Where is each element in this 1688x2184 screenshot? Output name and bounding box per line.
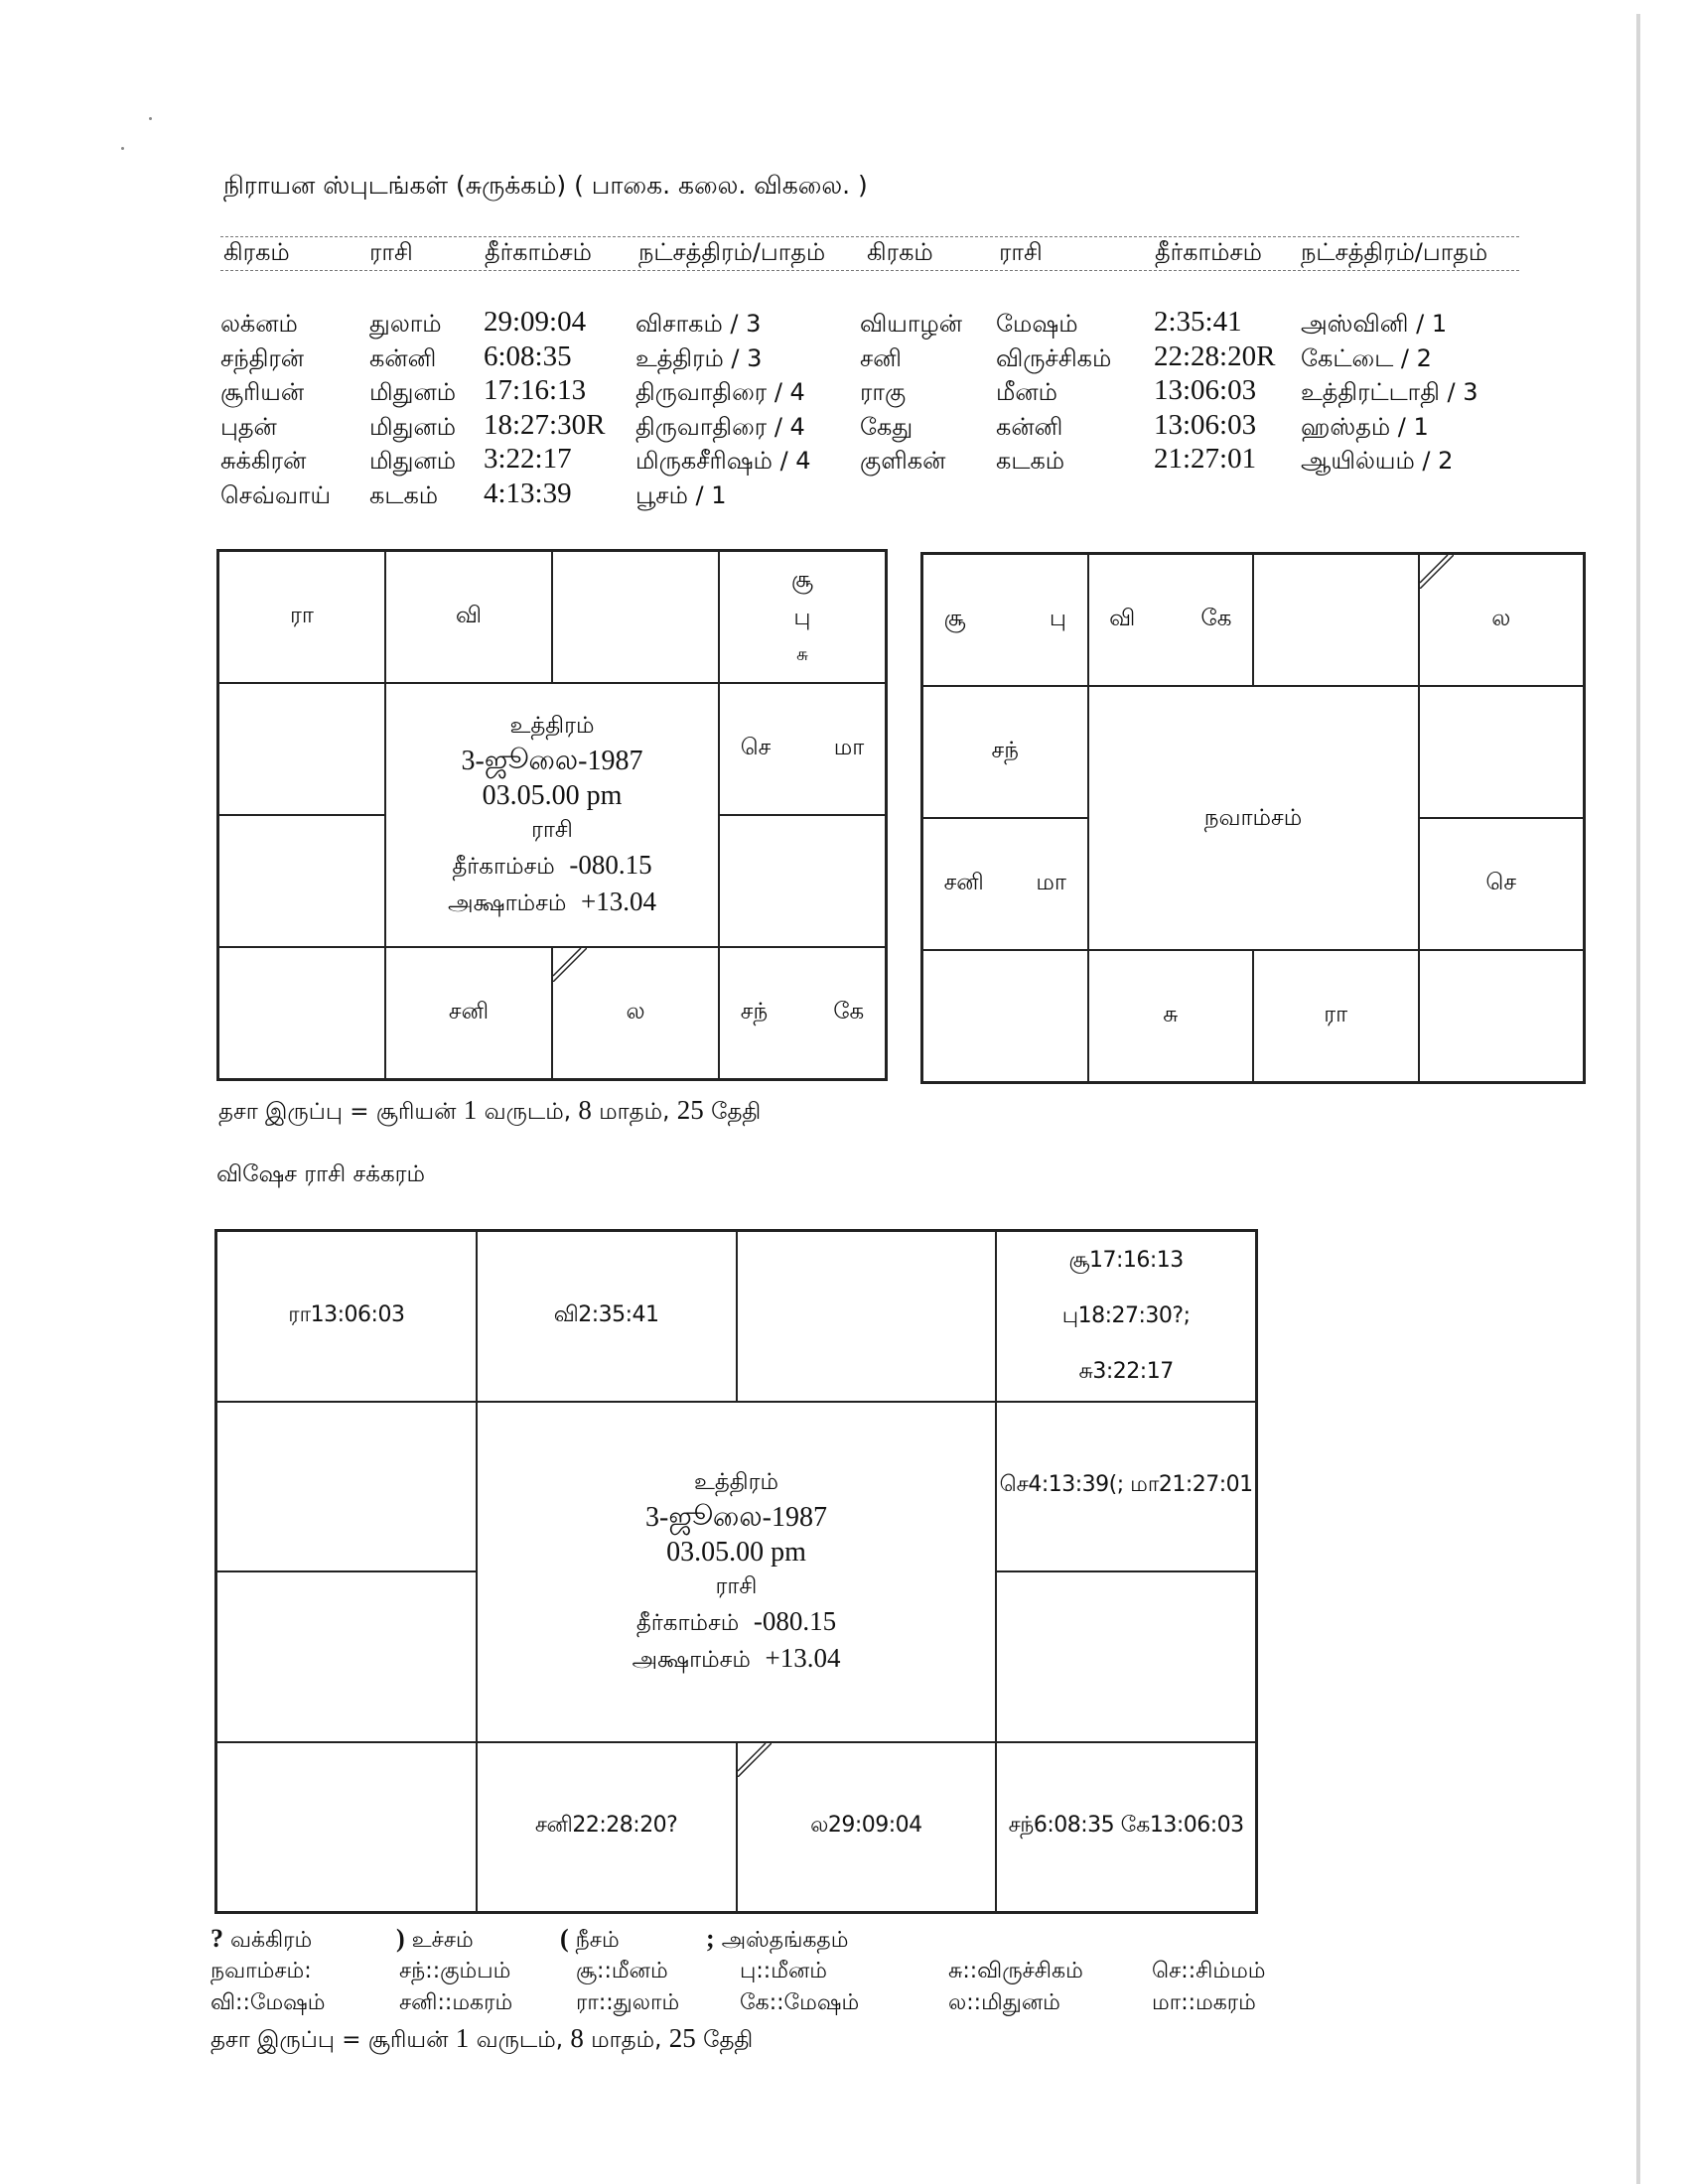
cell-star: உத்திரம் / 3: [635, 343, 763, 372]
lagna-marker-icon: [553, 948, 587, 982]
center-star: உத்திரம்: [509, 713, 595, 739]
house-scorpio: [385, 947, 552, 1079]
cell-longitude: 21:27:01: [1154, 443, 1257, 475]
dasa-planet: சூரியன்: [367, 2027, 449, 2053]
planet-label: ரா13:06:03: [288, 1301, 405, 1327]
planet-label: ல: [626, 999, 645, 1024]
navamsa-entry: சூ::மீனம்: [576, 1959, 668, 1983]
cell-star: விசாகம் / 3: [635, 310, 762, 338]
house-aquarius: [218, 683, 385, 815]
center-longitude: தீர்காம்சம் -080.15: [635, 1606, 837, 1636]
house-cancer: [719, 683, 886, 815]
col-header-longitude: தீர்காம்சம்: [485, 238, 592, 266]
cell-longitude: 22:28:20R: [1154, 340, 1276, 372]
scan-edge: [1636, 14, 1640, 2184]
house-sagittarius: [922, 950, 1088, 1082]
cell-star: திருவாதிரை / 4: [635, 412, 805, 441]
dasa-years-unit: வருடம்,: [476, 2027, 564, 2053]
col-header-planet: கிரகம்: [223, 238, 290, 266]
house-capricorn: [922, 818, 1088, 950]
house-capricorn: [218, 815, 385, 947]
navamsa-chart: [920, 552, 1586, 1084]
cell-star: பூசம் / 1: [635, 480, 727, 509]
cell-planet: புதன்: [220, 412, 277, 441]
planet-label: செ4:13:39(; மா21:27:01: [999, 1472, 1253, 1498]
header-divider-bottom: [220, 270, 1519, 271]
col-header-rasi-2: ராசி: [999, 238, 1043, 266]
dasa-years: 1: [455, 2023, 470, 2053]
col-header-star-2: நட்சத்திரம்/பாதம்: [1301, 238, 1488, 266]
header-divider-top: [220, 236, 1519, 237]
center-chart-label: ராசி: [715, 1573, 758, 1599]
planet-label: கே: [1200, 606, 1232, 631]
cell-longitude: 29:09:04: [484, 306, 587, 338]
center-date: 3-ஜூலை-1987: [461, 746, 643, 776]
house-virgo: [996, 1742, 1256, 1913]
center-longitude: தீர்காம்சம் -080.15: [452, 850, 652, 880]
center-latitude: அக்ஷாம்சம் +13.04: [448, 887, 656, 916]
center-star: உத்திரம்: [693, 1469, 779, 1495]
center-date: 3-ஜூலை-1987: [645, 1502, 827, 1533]
house-taurus: [1253, 554, 1419, 686]
cell-longitude: 4:13:39: [484, 477, 572, 509]
planet-label: பு: [793, 604, 811, 630]
chart-center: [385, 683, 719, 947]
navamsa-entry: ல::மிதுனம்: [948, 1990, 1060, 2015]
house-leo: [1419, 818, 1585, 950]
cell-longitude: 13:06:03: [1154, 374, 1257, 406]
cell-longitude: 3:22:17: [484, 443, 572, 475]
col-header-rasi: ராசி: [369, 238, 413, 266]
house-leo: [996, 1571, 1256, 1742]
planet-label: ரா: [1324, 1002, 1348, 1027]
cell-star: ஹஸ்தம் / 1: [1301, 412, 1429, 441]
lagna-marker-icon: [738, 1743, 772, 1777]
cell-planet: சூரியன்: [220, 378, 305, 406]
chart-center: [477, 1402, 997, 1742]
house-gemini: [1419, 554, 1585, 686]
lagna-marker-icon: [1420, 555, 1454, 589]
cell-longitude: 2:35:41: [1154, 306, 1242, 338]
dasa-days: 25: [668, 2023, 696, 2053]
planet-label: சு: [1163, 1002, 1179, 1027]
house-aquarius: [922, 686, 1088, 818]
planet-label: சு: [796, 643, 808, 665]
dasa-label: தசா இருப்பு =: [211, 2027, 361, 2053]
house-virgo: [1419, 950, 1585, 1082]
cell-planet: செவ்வாய்: [220, 480, 332, 509]
planet-label: சூ: [943, 606, 966, 631]
house-scorpio: [477, 1742, 737, 1913]
cell-rasi: மிதுனம்: [369, 378, 457, 406]
vishesha-chart: [214, 1229, 1258, 1914]
planet-label: பு: [1049, 606, 1066, 631]
center-chart-label: ராசி: [531, 817, 573, 843]
legend-debilitated: ( நீசம்: [560, 1924, 620, 1953]
planet-label: மா: [833, 735, 865, 760]
cell-rasi: மீனம்: [996, 378, 1057, 406]
cell-longitude: 17:16:13: [484, 374, 587, 406]
cell-longitude: 18:27:30R: [484, 408, 606, 441]
planet-label: சூ: [790, 566, 813, 593]
dasa-balance-footer: [211, 2023, 753, 2056]
planet-label: சந்6:08:35 கே13:06:03: [1008, 1813, 1244, 1839]
cell-star: கேட்டை / 2: [1301, 343, 1432, 372]
planet-label: சூ17:16:13: [1068, 1247, 1184, 1273]
cell-rasi: துலாம்: [369, 310, 442, 338]
cell-star: மிருகசீரிஷம் / 4: [635, 447, 811, 475]
dasa-balance: [218, 1095, 761, 1128]
house-libra: [1253, 950, 1419, 1082]
cell-rasi: கன்னி: [996, 412, 1063, 441]
planet-label: வி: [1109, 606, 1136, 631]
col-header-planet-2: கிரகம்: [867, 238, 933, 266]
house-sagittarius: [218, 947, 385, 1079]
house-taurus: [552, 551, 719, 683]
navamsa-entry: சனி::மகரம்: [399, 1990, 513, 2015]
house-pisces: [922, 554, 1088, 686]
planet-label: சனி: [943, 870, 984, 895]
center-chart-label: நவாம்சம்: [1203, 804, 1303, 831]
legend-combust: ; அஸ்தங்கதம்: [706, 1924, 849, 1953]
house-gemini: [719, 551, 886, 683]
planet-label: சு3:22:17: [1078, 1358, 1174, 1384]
navamsa-entry: சு::விருச்சிகம்: [948, 1959, 1083, 1983]
cell-planet: ராகு: [860, 378, 907, 406]
navamsa-entry: கே::மேஷம்: [740, 1990, 860, 2015]
navamsa-entry: சந்::கும்பம்: [399, 1959, 511, 1983]
planet-label: ரா: [290, 603, 314, 628]
cell-rasi: கடகம்: [369, 480, 439, 509]
page-title: நிராயன ஸ்புடங்கள் (சுருக்கம்) ( பாகை. கலை. விகலை. ): [223, 171, 868, 200]
cell-planet: சந்திரன்: [220, 343, 305, 372]
navamsa-entry: பு::மீனம்: [740, 1959, 827, 1983]
house-gemini: [996, 1231, 1256, 1402]
house-taurus: [737, 1231, 997, 1402]
center-time: 03.05.00 pm: [482, 780, 623, 811]
cell-longitude: 6:08:35: [484, 340, 572, 372]
cell-rasi: கன்னி: [369, 343, 437, 372]
house-cancer: [1419, 686, 1585, 818]
cell-planet: சுக்கிரன்: [220, 447, 307, 475]
house-aries: [385, 551, 552, 683]
house-libra: [737, 1742, 997, 1913]
planet-label: சந்: [991, 738, 1019, 763]
cell-star: அஸ்வினி / 1: [1301, 310, 1448, 338]
scan-speck: [149, 117, 152, 120]
house-virgo: [719, 947, 886, 1079]
house-aries: [477, 1231, 737, 1402]
dasa-months: 8: [578, 1095, 592, 1125]
cell-star: உத்திரட்டாதி / 3: [1301, 378, 1478, 406]
navamsa-entry: மா::மகரம்: [1152, 1990, 1256, 2015]
planet-label: சந்: [740, 999, 769, 1024]
house-cancer: [996, 1402, 1256, 1572]
dasa-days-unit: தேதி: [703, 2027, 754, 2053]
planet-label: சனி22:28:20?: [534, 1813, 678, 1839]
house-aries: [1088, 554, 1254, 686]
dasa-years: 1: [463, 1095, 478, 1125]
dasa-planet: சூரியன்: [375, 1099, 457, 1125]
col-header-star: நட்சத்திரம்/பாதம்: [638, 238, 826, 266]
dasa-label: தசா இருப்பு =: [218, 1099, 369, 1125]
planet-label: ல: [1491, 606, 1511, 631]
planet-label: செ: [740, 735, 772, 760]
cell-planet: கேது: [860, 412, 914, 441]
navamsa-label: நவாம்சம்:: [211, 1959, 312, 1983]
cell-rasi: மிதுனம்: [369, 447, 457, 475]
house-libra: [552, 947, 719, 1079]
house-pisces: [218, 551, 385, 683]
cell-rasi: மிதுனம்: [369, 412, 457, 441]
planet-label: கே: [833, 999, 865, 1024]
rasi-chart: [216, 549, 888, 1081]
center-time: 03.05.00 pm: [666, 1537, 806, 1568]
cell-planet: லக்னம்: [220, 310, 298, 338]
house-capricorn: [216, 1571, 477, 1742]
cell-planet: சனி: [860, 343, 902, 372]
cell-rasi: கடகம்: [996, 447, 1065, 475]
cell-star: ஆயில்யம் / 2: [1301, 447, 1454, 475]
cell-star: திருவாதிரை / 4: [635, 378, 805, 406]
dasa-years-unit: வருடம்,: [484, 1099, 572, 1125]
navamsa-entry: ரா::துலாம்: [576, 1990, 680, 2015]
dasa-days: 25: [676, 1095, 704, 1125]
dasa-days-unit: தேதி: [711, 1099, 762, 1125]
center-latitude: அக்ஷாம்சம் +13.04: [632, 1643, 841, 1673]
vishesha-title: விஷேச ராசி சக்கரம்: [216, 1161, 426, 1187]
house-pisces: [216, 1231, 477, 1402]
dasa-months: 8: [570, 2023, 584, 2053]
chart-center: [1088, 686, 1419, 950]
planet-label: வி: [455, 603, 483, 628]
house-aquarius: [216, 1402, 477, 1572]
dasa-months-unit: மாதம்,: [599, 1099, 670, 1125]
cell-planet: குளிகன்: [860, 447, 946, 475]
legend-retro: ? வக்கிரம்: [211, 1924, 313, 1953]
planet-label: பு18:27:30?;: [1061, 1302, 1191, 1328]
planet-label: சனி: [448, 999, 490, 1024]
cell-rasi: விருச்சிகம்: [996, 343, 1112, 372]
planet-label: செ: [1485, 870, 1517, 895]
dasa-months-unit: மாதம்,: [591, 2027, 662, 2053]
scan-speck: [121, 147, 124, 150]
cell-rasi: மேஷம்: [996, 310, 1078, 338]
house-sagittarius: [216, 1742, 477, 1913]
col-header-longitude-2: தீர்காம்சம்: [1155, 238, 1262, 266]
house-scorpio: [1088, 950, 1254, 1082]
house-leo: [719, 815, 886, 947]
planet-label: மா: [1036, 870, 1066, 895]
planet-label: ல29:09:04: [810, 1813, 922, 1839]
cell-longitude: 13:06:03: [1154, 408, 1257, 441]
planet-label: வி2:35:41: [553, 1301, 659, 1327]
legend-exalted: ) உச்சம்: [396, 1924, 474, 1953]
legend-symbols: [211, 1924, 848, 1956]
navamsa-entry: செ::சிம்மம்: [1152, 1959, 1266, 1983]
navamsa-entry: வி::மேஷம்: [211, 1990, 326, 2015]
cell-planet: வியாழன்: [860, 310, 963, 338]
